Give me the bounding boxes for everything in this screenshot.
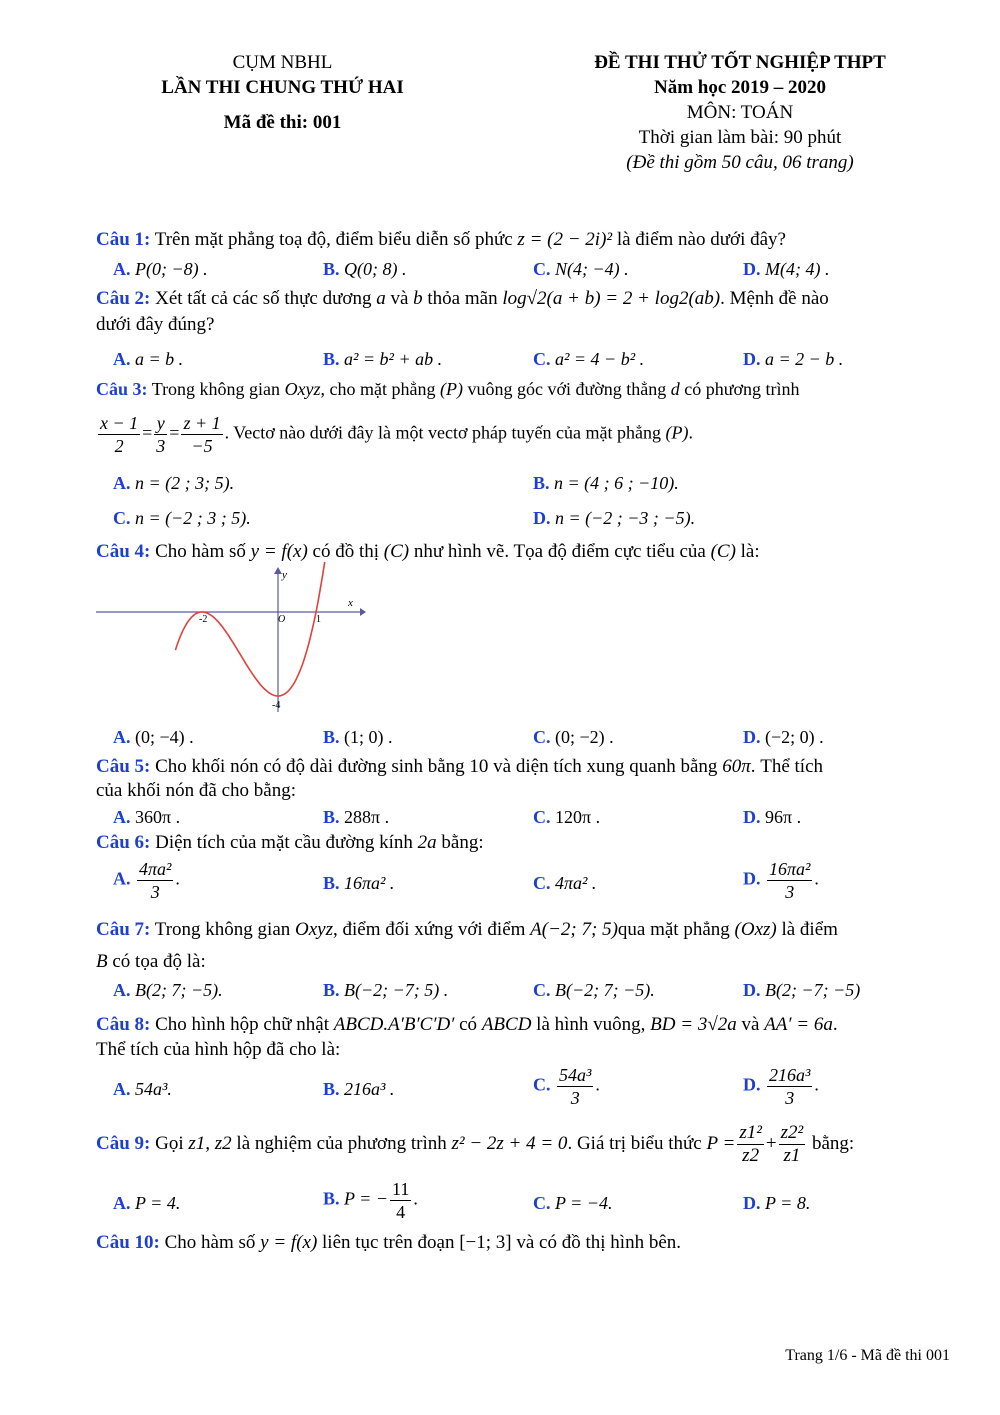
tick-label-neg2: -2 [199, 614, 208, 625]
question-text: có [459, 1014, 478, 1035]
interval: [−1; 3] [459, 1232, 512, 1253]
option-d[interactable]: D. (−2; 0) . [743, 727, 824, 747]
fraction: $\frac{z + 1}{-5}$ [183, 413, 221, 456]
option-a[interactable]: A. P = 4. [113, 1193, 181, 1213]
question-text: . Giá trị biểu thức [567, 1133, 702, 1154]
school-year: Năm học 2019 – 2020 [653, 77, 827, 98]
question-8 [96, 1012, 956, 1062]
option-d[interactable]: D. 96π . [743, 807, 802, 827]
duration: Thời gian làm bài: 90 phút [638, 127, 842, 148]
plane-symbol: (Oxz) [734, 919, 777, 940]
option-b[interactable]: B. 16πa² . [323, 873, 395, 893]
fraction: $\frac{\text{4πa²}}{3}$ [139, 859, 172, 902]
point-a: A(−2; 7; 5) [530, 919, 618, 940]
question-3 [96, 376, 956, 402]
option-text: (0; −2) . [555, 727, 614, 747]
question-text: Diện tích của mặt cầu đường kính [155, 832, 413, 853]
option-b[interactable]: B. B(−2; −7; 5) . [323, 980, 449, 1000]
question-text: Gọi [155, 1133, 184, 1154]
equation: z² − 2z + 4 = 0 [451, 1133, 568, 1154]
fraction: $\frac{\text{16πa²}}{3}$ [769, 859, 811, 902]
equals-sign: = [169, 422, 180, 443]
option-text: B(−2; −7; 5) . [344, 980, 449, 1000]
question-text: . Vectơ nào dưới đây là một vectơ pháp tuyến của mặt phẳng [224, 422, 661, 443]
punctuation: . [688, 422, 693, 443]
option-text: 96π . [765, 807, 802, 827]
option-text: P = − [344, 1188, 388, 1209]
option-d[interactable]: D. $\frac{\text{216a³}}{3}$ . [743, 1065, 819, 1108]
punctuation: . [413, 1188, 418, 1209]
option-text: M(4; 4) . [765, 259, 830, 279]
option-c[interactable]: C. B(−2; 7; −5). [533, 980, 655, 1000]
math-expression: log√2(a + b) = 2 + log2(ab) [502, 288, 721, 309]
plus-sign: + [765, 1133, 777, 1154]
exam-title: ĐỀ THI THỬ TỐT NGHIỆP THPT [594, 52, 886, 73]
option-text: B(−2; 7; −5). [555, 980, 655, 1000]
option-text: n = (−2 ; 3 ; 5). [135, 508, 251, 528]
question-3-equation [96, 412, 956, 457]
question-text: liên tục trên đoạn [322, 1232, 455, 1253]
question-text: là hình vuông, [536, 1014, 646, 1035]
option-c[interactable]: C. P = −4. [533, 1193, 613, 1213]
question-text: Trong không gian [151, 379, 281, 399]
math-expression: AA′ = 6a [764, 1014, 833, 1035]
question-text: Cho khối nón có độ dài đường sinh bằng 10 và diện tích xung quanh bằng [155, 756, 718, 777]
option-c[interactable]: C. $\frac{\text{54a³}}{3}$ . [533, 1065, 600, 1108]
question-5 [96, 755, 956, 803]
option-text: a = b . [135, 349, 184, 369]
function-symbol: y = f(x) [250, 541, 308, 562]
question-text: dưới đây đúng? [96, 314, 215, 335]
exam-code: Mã đề thi: 001 [223, 112, 342, 133]
question-text: và có đồ thị hình bên. [516, 1232, 682, 1253]
option-d[interactable]: D. M(4; 4) . [743, 259, 830, 279]
option-text: a² = b² + ab . [344, 349, 443, 369]
point-b: B [96, 951, 108, 972]
option-d[interactable]: D. n = (−2 ; −3 ; −5). [533, 508, 696, 528]
option-text: n = (4 ; 6 ; −10). [554, 473, 679, 493]
option-c[interactable]: C. N(4; −4) . [533, 259, 629, 279]
option-text: 216a³ . [344, 1079, 395, 1099]
question-text: của khối nón đã cho bằng: [96, 780, 296, 801]
option-c[interactable]: C. (0; −2) . [533, 727, 614, 747]
option-text: (0; −4) . [135, 727, 194, 747]
option-a[interactable]: A. (0; −4) . [113, 727, 194, 747]
page-count-note: (Đề thi gồm 50 câu, 06 trang) [626, 152, 854, 173]
question-text: qua mặt phẳng [617, 919, 730, 940]
fraction: $\frac{\text{54a³}}{3}$ [559, 1065, 592, 1108]
box-name: ABCD.A′B′C′D′ [333, 1014, 455, 1035]
page-footer: Trang 1/6 - Mã đề thi 001 [785, 1347, 950, 1364]
line-symbol: d [670, 379, 680, 399]
exam-round: LẦN THI CHUNG THỨ HAI [161, 77, 404, 98]
variable: b [413, 288, 423, 309]
question-label: Câu 4: [96, 541, 151, 562]
question-text: , điểm đối xứng với điểm [333, 919, 526, 940]
option-text: 120π . [555, 807, 601, 827]
tick-label-neg4: -4 [272, 700, 281, 711]
origin-label: O [278, 614, 286, 625]
equals-sign: = [142, 422, 153, 443]
plane-symbol: (P) [665, 422, 689, 443]
punctuation: . [832, 1014, 838, 1035]
option-text: B(2; 7; −5). [135, 980, 223, 1000]
option-c[interactable]: C. 120π . [533, 807, 601, 827]
option-b[interactable]: B. a² = b² + ab . [323, 349, 443, 369]
curve-symbol: (C) [383, 541, 410, 562]
question-2 [96, 286, 956, 338]
question-text: bằng: [441, 832, 484, 853]
option-text: a² = 4 − b² . [555, 349, 645, 369]
option-c[interactable]: C. 4πa² . [533, 873, 597, 893]
question-text: thỏa mãn [427, 288, 498, 309]
option-text: P(0; −8) . [135, 259, 208, 279]
x-axis-label: x [348, 597, 353, 609]
question-label: Câu 3: [96, 379, 148, 399]
question-text: bằng: [811, 1133, 855, 1154]
question-text: có tọa độ là: [112, 951, 206, 972]
header-right [555, 50, 925, 175]
option-text: (−2; 0) . [765, 727, 824, 747]
coordinate-system: Oxyz [284, 379, 321, 399]
option-text: B(2; −7; −5) [765, 980, 861, 1000]
math-expression: 60π [722, 756, 751, 777]
option-text: 360π . [135, 807, 181, 827]
question-text: . Mệnh đề nào [720, 288, 829, 309]
question-text: vuông góc với đường thẳng [467, 379, 667, 399]
y-axis-arrow-icon [274, 567, 282, 574]
question-text: Trên mặt phẳng toạ độ, điểm biểu diễn số phức [154, 229, 513, 250]
option-a[interactable]: A. P(0; −8) . [113, 259, 208, 279]
question-6 [96, 830, 956, 856]
header-left [120, 50, 445, 135]
option-a[interactable]: A. B(2; 7; −5). [113, 980, 223, 1000]
math-expression: BD = 3√2a [650, 1014, 737, 1035]
tick-label-1: 1 [316, 614, 321, 625]
option-text: n = (2 ; 3; 5). [135, 473, 235, 493]
option-text: 16πa² . [344, 873, 395, 893]
option-text: 54a³. [135, 1079, 172, 1099]
expression-p: P = [706, 1133, 736, 1154]
fraction: $\frac{\text{z1²}}{z2}$ [739, 1122, 762, 1167]
square-name: ABCD [481, 1014, 532, 1035]
option-b[interactable]: B. 288π . [323, 807, 390, 827]
option-c[interactable]: C. a² = 4 − b² . [533, 349, 645, 369]
option-text: P = −4. [555, 1193, 613, 1213]
option-text: Q(0; 8) . [344, 259, 407, 279]
question-10 [96, 1230, 956, 1256]
roots: z1, z2 [188, 1133, 232, 1154]
option-b[interactable]: B. P = − $\frac{11}{4}$ . [323, 1179, 418, 1222]
fraction: $\frac{\text{z2²}}{z1}$ [780, 1122, 804, 1167]
question-text: Cho hình hộp chữ nhật [155, 1014, 330, 1035]
question-text: có đồ thị [312, 541, 380, 562]
punctuation: . [814, 868, 819, 889]
function-symbol: y = f(x) [260, 1232, 318, 1253]
math-expression: 2a [417, 832, 437, 853]
option-a[interactable]: A. n = (2 ; 3; 5). [113, 473, 235, 493]
option-text: a = 2 − b . [765, 349, 844, 369]
plane-symbol: (P) [440, 379, 464, 399]
question-text: Thể tích của hình hộp đã cho là: [96, 1039, 341, 1060]
option-text: N(4; −4) . [555, 259, 629, 279]
option-a[interactable]: A. 360π . [113, 807, 181, 827]
question-text: . Thể tích [750, 756, 823, 777]
question-7 [96, 914, 956, 978]
subject: MÔN: TOÁN [686, 102, 794, 123]
question-text: Trong không gian [154, 919, 291, 940]
function-graph [90, 562, 370, 722]
option-a[interactable]: A. 54a³. [113, 1079, 172, 1099]
option-text: n = (−2 ; −3 ; −5). [555, 508, 696, 528]
option-d[interactable]: D. a = 2 − b . [743, 349, 844, 369]
option-d[interactable]: D. P = 8. [743, 1193, 811, 1213]
option-b[interactable]: B. Q(0; 8) . [323, 259, 407, 279]
question-text: Cho hàm số [164, 1232, 256, 1253]
option-b[interactable]: B. (1; 0) . [323, 727, 393, 747]
curve-symbol: (C) [710, 541, 736, 562]
question-text: như hình vẽ. Tọa độ điểm cực tiểu của [413, 541, 706, 562]
option-d[interactable]: D. $\frac{\text{16πa²}}{3}$ . [743, 859, 819, 902]
cluster-name: CỤM NBHL [232, 52, 333, 73]
question-label: Câu 7: [96, 919, 151, 940]
question-label: Câu 5: [96, 756, 151, 777]
question-text: là điểm [781, 919, 838, 940]
question-text: có phương trình [684, 379, 800, 399]
coordinate-system: Oxyz [295, 919, 334, 940]
question-text: , cho mặt phẳng [320, 379, 436, 399]
question-label: Câu 1: [96, 229, 151, 250]
option-text: P = 4. [135, 1193, 181, 1213]
question-text: và [741, 1014, 760, 1035]
option-text: (1; 0) . [344, 727, 393, 747]
fraction: $\frac{\text{216a³}}{3}$ [769, 1065, 811, 1108]
variable: a [376, 288, 386, 309]
question-text: là nghiệm của phương trình [236, 1133, 447, 1154]
math-expression: z = (2 − 2i)² [517, 229, 613, 250]
question-text: và [390, 288, 409, 309]
y-axis-label: y [282, 569, 287, 581]
cubic-curve [175, 562, 329, 696]
question-label: Câu 2: [96, 288, 151, 309]
option-a[interactable]: A. a = b . [113, 349, 184, 369]
question-label: Câu 6: [96, 832, 151, 853]
option-text: 4πa² . [555, 873, 597, 893]
option-a[interactable]: A. $\frac{\text{4πa²}}{3}$ . [113, 859, 180, 902]
question-text: Cho hàm số [155, 541, 246, 562]
question-label: Câu 9: [96, 1133, 151, 1154]
option-b[interactable]: B. 216a³ . [323, 1079, 395, 1099]
fraction: $\frac{11}{4}$ [391, 1179, 410, 1222]
question-label: Câu 8: [96, 1014, 151, 1035]
option-d[interactable]: D. B(2; −7; −5) [743, 980, 861, 1000]
question-9 [96, 1120, 956, 1168]
question-text: Xét tất cả các số thực dương [155, 288, 372, 309]
question-label: Câu 10: [96, 1232, 160, 1253]
option-text: P = 8. [765, 1193, 811, 1213]
fraction: $\frac{x - 1}{2}$ [100, 413, 139, 456]
fraction: $\frac{y}{3}$ [156, 413, 166, 456]
option-b[interactable]: B. n = (4 ; 6 ; −10). [533, 473, 679, 493]
question-1 [96, 227, 956, 253]
option-text: 288π . [344, 807, 390, 827]
punctuation: . [175, 868, 180, 889]
x-axis-arrow-icon [360, 608, 366, 616]
question-text: là điểm nào dưới đây? [616, 229, 786, 250]
option-c[interactable]: C. n = (−2 ; 3 ; 5). [113, 508, 251, 528]
question-text: là: [740, 541, 760, 562]
